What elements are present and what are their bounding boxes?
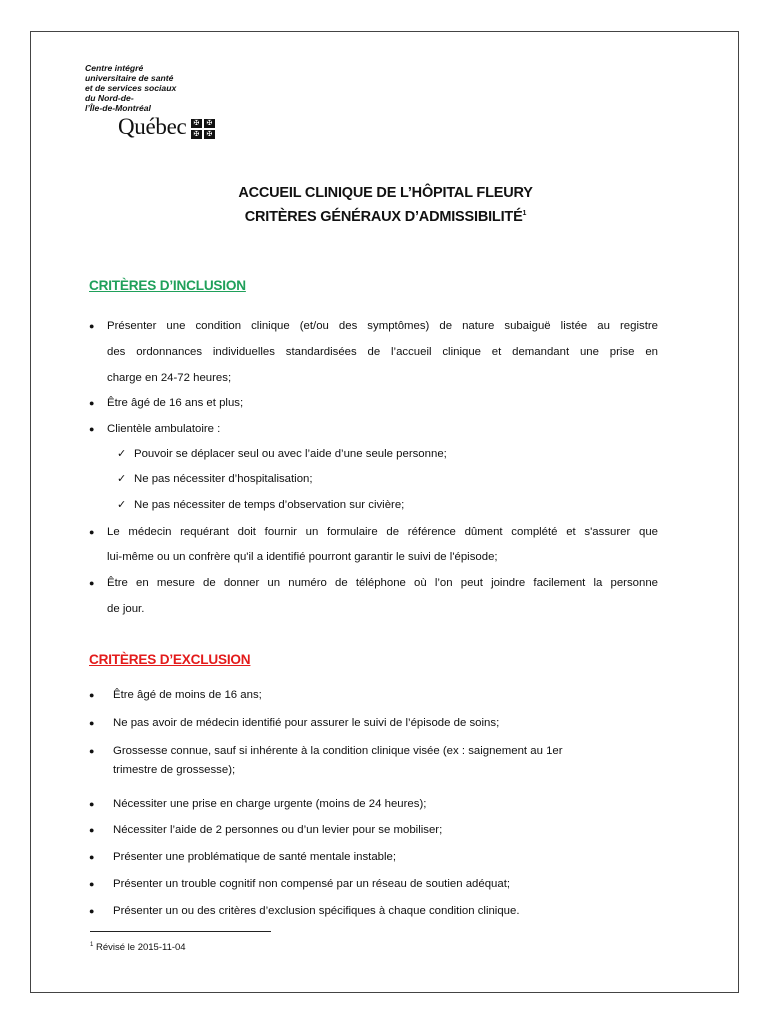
logo-line: Centre intégré bbox=[85, 63, 144, 73]
bullet: ● bbox=[89, 746, 95, 756]
list-item-text: Nécessiter une prise en charge urgente (moins de 24 heures); bbox=[113, 798, 427, 810]
list-item-text: Présenter une condition clinique (et/ou des symptômes) de nature subaiguë listée au registre bbox=[107, 320, 658, 332]
list-item-text: Le médecin requérant doit fournir un formulaire de référence dûment complété et s'assurer que bbox=[107, 526, 658, 538]
quebec-word: Québec bbox=[118, 114, 187, 139]
list-item-text: Grossesse connue, sauf si inhérente à la condition clinique visée (ex : saignement au 1er bbox=[113, 745, 563, 757]
bullet: ● bbox=[89, 879, 95, 889]
quebec-wordmark bbox=[118, 114, 215, 140]
bullet: ● bbox=[89, 906, 95, 916]
list-item-text: Ne pas avoir de médecin identifié pour assurer le suivi de l’épisode de soins; bbox=[113, 717, 500, 729]
bullet: ● bbox=[89, 799, 95, 809]
document-page bbox=[30, 31, 739, 993]
document-title-line2 bbox=[31, 209, 740, 225]
list-item-text: lui-même ou un confrère qu'il a identifié pourront garantir le suivi de l'épisode; bbox=[107, 551, 498, 563]
footnote-mark: 1 bbox=[90, 942, 94, 948]
list-item-text: trimestre de grossesse); bbox=[113, 764, 236, 776]
bullet: ● bbox=[89, 825, 95, 835]
checkmark-icon: ✓ bbox=[117, 499, 127, 511]
list-item-text: Être âgé de 16 ans et plus; bbox=[107, 397, 244, 409]
list-item-text: Être âgé de moins de 16 ans; bbox=[113, 689, 262, 701]
footnote-text: Révisé le 2015-11-04 bbox=[95, 942, 186, 954]
document-title-line1: ACCUEIL CLINIQUE DE L’HÔPITAL FLEURY bbox=[238, 185, 533, 201]
footnote-separator bbox=[90, 931, 271, 932]
bullet: ● bbox=[89, 718, 95, 728]
bullet: ● bbox=[89, 424, 95, 434]
sub-item-text: Ne pas nécessiter d’hospitalisation; bbox=[134, 473, 313, 485]
bullet: ● bbox=[89, 578, 95, 588]
ciusss-logo bbox=[85, 63, 215, 140]
exclusion-heading: CRITÈRES D’EXCLUSION bbox=[89, 652, 251, 667]
inclusion-heading: CRITÈRES D’INCLUSION bbox=[89, 278, 246, 293]
bullet: ● bbox=[89, 852, 95, 862]
list-item-text: Nécessiter l’aide de 2 personnes ou d’un levier pour se mobiliser; bbox=[113, 824, 443, 836]
list-item-text: Présenter un trouble cognitif non compensé par un réseau de soutien adéquat; bbox=[113, 878, 511, 890]
list-item-text: charge en 24-72 heures; bbox=[107, 372, 232, 384]
logo-line: universitaire de santé bbox=[85, 73, 174, 83]
list-item-text: Présenter un ou des critères d’exclusion spécifiques à chaque condition clinique. bbox=[113, 905, 520, 917]
list-item-text: Clientèle ambulatoire : bbox=[107, 423, 221, 435]
logo-line: et de services sociaux bbox=[85, 83, 177, 93]
list-item-text: des ordonnances individuelles standardisées de l’accueil clinique et demandant une prise en bbox=[107, 346, 658, 358]
list-item-text: Être en mesure de donner un numéro de téléphone où l’on peut joindre facilement la personne bbox=[107, 577, 658, 589]
bullet: ● bbox=[89, 321, 95, 331]
list-item-text: de jour. bbox=[107, 603, 145, 615]
bullet: ● bbox=[89, 690, 95, 700]
bullet: ● bbox=[89, 398, 95, 408]
sub-item-text: Pouvoir se déplacer seul ou avec l’aide d’une seule personne; bbox=[134, 448, 447, 460]
footnote-ref: 1 bbox=[522, 210, 527, 218]
footnote bbox=[90, 942, 186, 953]
logo-line: l’Île-de-Montréal bbox=[85, 103, 151, 113]
fleur-de-lis-flag-icon bbox=[191, 119, 215, 139]
checkmark-icon: ✓ bbox=[117, 473, 127, 485]
checkmark-icon: ✓ bbox=[117, 448, 127, 460]
title-text: CRITÈRES GÉNÉRAUX D’ADMISSIBILITÉ bbox=[244, 209, 523, 225]
list-item-text: Présenter une problématique de santé mentale instable; bbox=[113, 851, 397, 863]
bullet: ● bbox=[89, 527, 95, 537]
logo-organization-name bbox=[85, 63, 215, 113]
logo-line: du Nord-de- bbox=[85, 93, 134, 103]
sub-item-text: Ne pas nécessiter de temps d’observation sur civière; bbox=[134, 499, 405, 511]
